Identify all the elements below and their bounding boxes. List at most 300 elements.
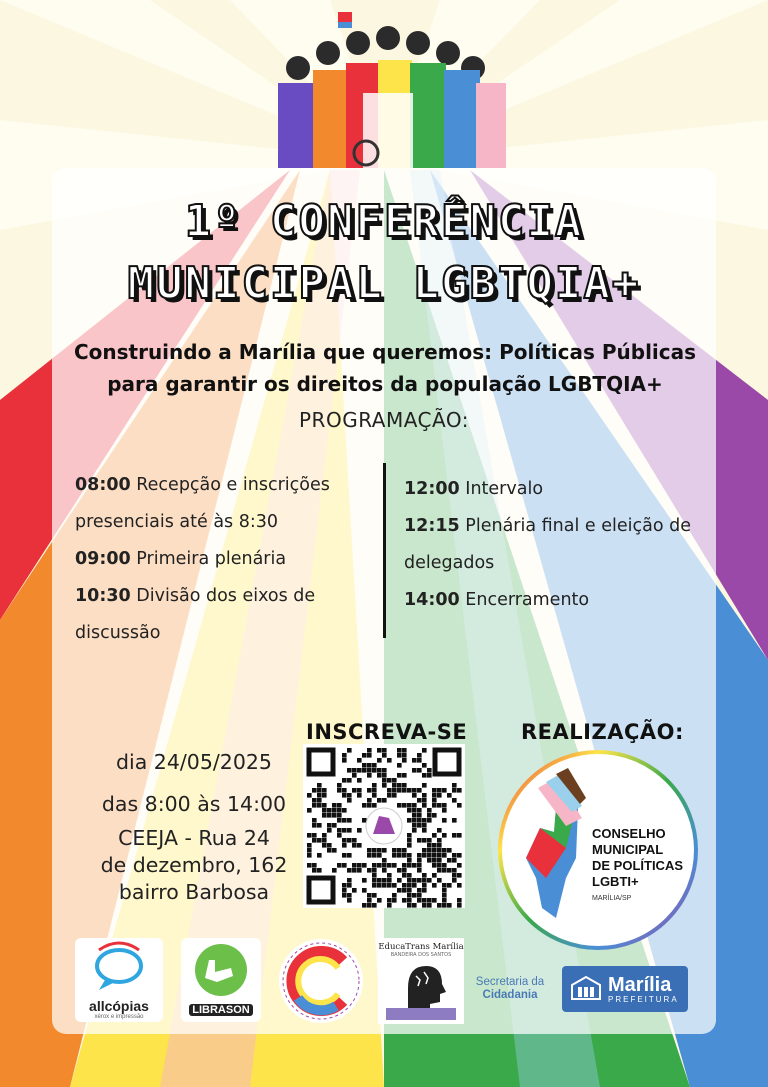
qr-module xyxy=(372,803,377,808)
event-place-line-2: de dezembro, 162 xyxy=(100,853,288,877)
hand-sign-icon xyxy=(181,938,261,998)
qr-module xyxy=(397,888,402,893)
qr-module xyxy=(402,898,407,903)
schedule-item xyxy=(404,471,714,508)
qr-module xyxy=(327,808,332,813)
qr-module xyxy=(427,878,432,883)
qr-module xyxy=(377,768,382,773)
qr-module xyxy=(342,758,347,763)
qr-module xyxy=(437,858,442,863)
qr-module xyxy=(457,803,462,808)
qr-module xyxy=(382,878,387,883)
subtitle-line-1: Construindo a Marília que queremos: Políticas Públicas xyxy=(73,340,697,364)
event-hours: das 8:00 às 14:00 xyxy=(101,792,287,816)
qr-module xyxy=(342,843,347,848)
qr-module xyxy=(337,813,342,818)
qr-module xyxy=(417,823,422,828)
qr-module xyxy=(347,828,352,833)
qr-module xyxy=(382,868,387,873)
qr-module xyxy=(437,868,442,873)
qr-module xyxy=(397,878,402,883)
qr-module xyxy=(427,898,432,903)
qr-module xyxy=(452,833,457,838)
allcopias-name: allcópias xyxy=(89,998,149,1014)
qr-module xyxy=(407,878,412,883)
qr-module xyxy=(347,838,352,843)
qr-module xyxy=(342,853,347,858)
qr-module xyxy=(442,803,447,808)
qr-module xyxy=(307,863,312,868)
qr-module xyxy=(367,798,372,803)
qr-module xyxy=(402,873,407,878)
qr-module xyxy=(452,798,457,803)
qr-module xyxy=(407,788,412,793)
registration-qr-code[interactable] xyxy=(303,744,465,908)
qr-module xyxy=(347,853,352,858)
qr-module xyxy=(417,813,422,818)
qr-module xyxy=(432,848,437,853)
qr-module xyxy=(362,818,367,823)
qr-module xyxy=(312,863,317,868)
qr-module xyxy=(317,803,322,808)
logo-line-1: CONSELHO xyxy=(592,826,666,841)
qr-module xyxy=(332,813,337,818)
qr-module xyxy=(372,893,377,898)
qr-module xyxy=(372,863,377,868)
qr-module xyxy=(387,898,392,903)
qr-module xyxy=(417,798,422,803)
qr-module xyxy=(407,853,412,858)
qr-module xyxy=(452,783,457,788)
qr-module xyxy=(437,903,442,908)
qr-module xyxy=(407,873,412,878)
qr-module xyxy=(332,803,337,808)
qr-module xyxy=(427,773,432,778)
title-line-1: 1º CONFERÊNCIA xyxy=(184,196,584,247)
qr-module xyxy=(322,803,327,808)
qr-module xyxy=(392,783,397,788)
qr-module xyxy=(422,773,427,778)
libras-label: LIBRASON xyxy=(189,1004,253,1016)
qr-module xyxy=(407,863,412,868)
qr-module xyxy=(382,753,387,758)
schedule-text: Primeira plenária xyxy=(136,549,287,569)
qr-module xyxy=(417,863,422,868)
qr-module xyxy=(347,883,352,888)
schedule-text-cont: delegados xyxy=(404,553,495,573)
qr-module xyxy=(372,853,377,858)
qr-module xyxy=(387,883,392,888)
qr-module xyxy=(317,798,322,803)
qr-module xyxy=(402,773,407,778)
qr-module xyxy=(402,883,407,888)
qr-module xyxy=(347,793,352,798)
qr-module xyxy=(367,753,372,758)
qr-module xyxy=(427,818,432,823)
qr-module xyxy=(347,818,352,823)
qr-module xyxy=(452,868,457,873)
qr-module xyxy=(417,788,422,793)
realizacao-heading: REALIZAÇÃO: xyxy=(521,720,684,744)
allcopias-tag: xérox e impressão xyxy=(94,1014,144,1020)
qr-module xyxy=(337,788,342,793)
qr-module xyxy=(402,748,407,753)
crowd-illustration xyxy=(258,8,512,168)
qr-module xyxy=(452,858,457,863)
qr-module xyxy=(342,753,347,758)
qr-module xyxy=(382,768,387,773)
qr-module xyxy=(437,878,442,883)
qr-module xyxy=(387,863,392,868)
qr-module xyxy=(382,863,387,868)
qr-module xyxy=(447,903,452,908)
qr-module xyxy=(342,818,347,823)
qr-module xyxy=(422,848,427,853)
city-crest-icon xyxy=(568,971,604,1007)
qr-module xyxy=(432,813,437,818)
qr-module xyxy=(367,773,372,778)
qr-module xyxy=(322,788,327,793)
qr-module xyxy=(327,848,332,853)
qr-module xyxy=(347,878,352,883)
coletivo-c-logo xyxy=(278,938,364,1024)
qr-module xyxy=(412,793,417,798)
qr-module xyxy=(407,843,412,848)
qr-module xyxy=(457,873,462,878)
schedule-time: 14:00 xyxy=(404,590,460,610)
qr-module xyxy=(387,788,392,793)
qr-module xyxy=(432,803,437,808)
qr-module xyxy=(397,773,402,778)
qr-module xyxy=(357,863,362,868)
qr-module xyxy=(457,833,462,838)
qr-module xyxy=(427,808,432,813)
qr-module xyxy=(432,883,437,888)
qr-module xyxy=(352,868,357,873)
qr-module xyxy=(427,813,432,818)
qr-module xyxy=(422,878,427,883)
qr-module xyxy=(447,883,452,888)
qr-module xyxy=(412,818,417,823)
qr-module xyxy=(417,768,422,773)
qr-module xyxy=(432,843,437,848)
event-place-line-1: CEEJA - Rua 24 xyxy=(118,826,270,850)
qr-module xyxy=(432,858,437,863)
qr-module xyxy=(387,778,392,783)
qr-module xyxy=(362,763,367,768)
qr-module xyxy=(437,828,442,833)
secretaria-cidadania xyxy=(471,976,549,1002)
qr-module xyxy=(357,868,362,873)
qr-module xyxy=(417,878,422,883)
qr-module xyxy=(452,878,457,883)
qr-module xyxy=(312,818,317,823)
qr-module xyxy=(357,778,362,783)
qr-module xyxy=(457,863,462,868)
qr-module xyxy=(442,788,447,793)
qr-module xyxy=(307,853,312,858)
schedule-text: Recepção e inscrições xyxy=(136,475,330,495)
qr-module xyxy=(402,848,407,853)
qr-module xyxy=(397,803,402,808)
qr-module xyxy=(427,838,432,843)
schedule-time: 12:15 xyxy=(404,516,460,536)
qr-module xyxy=(442,818,447,823)
qr-module xyxy=(387,878,392,883)
qr-module xyxy=(412,808,417,813)
qr-module xyxy=(367,893,372,898)
qr-module xyxy=(412,903,417,908)
qr-module xyxy=(392,893,397,898)
qr-module xyxy=(442,883,447,888)
qr-module xyxy=(367,768,372,773)
qr-module xyxy=(402,788,407,793)
schedule-text-cont: discussão xyxy=(75,623,161,643)
qr-module xyxy=(442,863,447,868)
qr-module xyxy=(412,828,417,833)
schedule-left xyxy=(75,467,375,652)
qr-module xyxy=(447,793,452,798)
qr-module xyxy=(307,793,312,798)
qr-module xyxy=(447,858,452,863)
qr-module xyxy=(377,773,382,778)
qr-module xyxy=(372,873,377,878)
qr-module xyxy=(342,883,347,888)
qr-module xyxy=(437,788,442,793)
qr-module xyxy=(347,868,352,873)
qr-module xyxy=(407,883,412,888)
chat-bubble-icon xyxy=(75,938,163,994)
qr-module xyxy=(417,868,422,873)
qr-module xyxy=(347,768,352,773)
schedule-divider xyxy=(383,463,386,638)
logo-line-4: LGBTI+ xyxy=(592,874,639,889)
qr-module xyxy=(387,758,392,763)
qr-module xyxy=(352,773,357,778)
qr-module xyxy=(327,828,332,833)
inscreva-heading: INSCREVA-SE xyxy=(306,720,468,744)
qr-module xyxy=(337,833,342,838)
qr-module xyxy=(422,873,427,878)
qr-module xyxy=(377,748,382,753)
qr-module xyxy=(417,838,422,843)
qr-module xyxy=(377,863,382,868)
qr-module xyxy=(422,828,427,833)
qr-module xyxy=(312,788,317,793)
qr-module xyxy=(332,823,337,828)
qr-module xyxy=(397,753,402,758)
qr-module xyxy=(442,888,447,893)
qr-module xyxy=(342,888,347,893)
qr-module xyxy=(337,863,342,868)
qr-module xyxy=(407,838,412,843)
qr-module xyxy=(392,788,397,793)
qr-module xyxy=(392,853,397,858)
title-line-2: MUNICIPAL LGBTQIA+ xyxy=(127,258,641,309)
qr-module xyxy=(442,833,447,838)
qr-module xyxy=(377,758,382,763)
qr-module xyxy=(307,808,312,813)
qr-module xyxy=(367,803,372,808)
qr-module xyxy=(357,828,362,833)
qr-module xyxy=(407,808,412,813)
qr-module xyxy=(347,748,352,753)
schedule-time: 12:00 xyxy=(404,479,460,499)
qr-module xyxy=(392,778,397,783)
schedule-text: Divisão dos eixos de xyxy=(136,586,316,606)
qr-module xyxy=(412,803,417,808)
qr-module xyxy=(382,748,387,753)
educatrans-name: EducaTrans Marília xyxy=(378,942,464,952)
qr-module xyxy=(382,783,387,788)
logo-line-2: MUNICIPAL xyxy=(592,842,664,857)
qr-module xyxy=(322,833,327,838)
qr-module xyxy=(362,803,367,808)
qr-module xyxy=(417,898,422,903)
qr-module xyxy=(317,868,322,873)
schedule-item xyxy=(404,582,714,619)
qr-module xyxy=(422,793,427,798)
qr-module xyxy=(382,848,387,853)
qr-module xyxy=(342,828,347,833)
qr-module xyxy=(457,883,462,888)
qr-module xyxy=(362,768,367,773)
educatrans-sub: BANDEIRA DOS SANTOS xyxy=(390,952,452,958)
qr-module xyxy=(412,823,417,828)
qr-module xyxy=(372,763,377,768)
qr-module xyxy=(357,843,362,848)
qr-module xyxy=(397,848,402,853)
qr-module xyxy=(422,803,427,808)
qr-module xyxy=(427,768,432,773)
schedule-item xyxy=(75,541,375,578)
qr-module xyxy=(417,893,422,898)
qr-module xyxy=(407,888,412,893)
qr-module xyxy=(327,823,332,828)
qr-module xyxy=(442,848,447,853)
qr-module xyxy=(422,853,427,858)
qr-module xyxy=(387,903,392,908)
event-date: dia 24/05/2025 xyxy=(116,750,272,774)
qr-module xyxy=(432,853,437,858)
qr-module xyxy=(372,783,377,788)
qr-module xyxy=(307,833,312,838)
qr-module xyxy=(377,898,382,903)
qr-module xyxy=(397,868,402,873)
educatrans-logo xyxy=(378,938,464,1024)
qr-module xyxy=(362,903,367,908)
qr-module xyxy=(407,833,412,838)
qr-module xyxy=(407,898,412,903)
qr-module xyxy=(432,863,437,868)
qr-module xyxy=(447,848,452,853)
qr-module xyxy=(452,818,457,823)
schedule-text: Intervalo xyxy=(465,479,544,499)
qr-module xyxy=(422,883,427,888)
qr-module xyxy=(397,763,402,768)
qr-module xyxy=(377,848,382,853)
qr-module xyxy=(442,808,447,813)
qr-module xyxy=(352,863,357,868)
subtitle xyxy=(60,336,710,400)
schedule-time: 10:30 xyxy=(75,586,131,606)
qr-module xyxy=(312,803,317,808)
qr-module xyxy=(417,858,422,863)
qr-module xyxy=(432,793,437,798)
qr-module xyxy=(417,818,422,823)
schedule-text-cont: presenciais até às 8:30 xyxy=(75,512,279,532)
qr-module xyxy=(307,843,312,848)
qr-module xyxy=(437,843,442,848)
qr-module xyxy=(437,848,442,853)
qr-module xyxy=(372,868,377,873)
prefeitura-marilia-logo xyxy=(562,966,688,1012)
qr-module xyxy=(422,783,427,788)
qr-module xyxy=(322,808,327,813)
qr-module xyxy=(352,788,357,793)
qr-module xyxy=(387,793,392,798)
qr-module xyxy=(367,898,372,903)
qr-module xyxy=(432,798,437,803)
qr-module xyxy=(457,788,462,793)
qr-module xyxy=(417,888,422,893)
programacao-heading: PROGRAMAÇÃO: xyxy=(299,408,469,432)
qr-module xyxy=(412,878,417,883)
qr-module xyxy=(372,768,377,773)
logo-line-3: DE POLÍTICAS xyxy=(592,858,684,873)
qr-module xyxy=(372,883,377,888)
qr-module xyxy=(382,883,387,888)
qr-module xyxy=(327,843,332,848)
qr-module xyxy=(347,778,352,783)
qr-module xyxy=(382,778,387,783)
qr-module xyxy=(407,893,412,898)
qr-module xyxy=(422,888,427,893)
schedule-item xyxy=(404,508,714,545)
qr-module xyxy=(377,883,382,888)
qr-module xyxy=(452,788,457,793)
qr-module xyxy=(402,888,407,893)
qr-module xyxy=(362,753,367,758)
qr-module xyxy=(342,808,347,813)
qr-module xyxy=(352,888,357,893)
qr-module xyxy=(387,873,392,878)
qr-module xyxy=(322,838,327,843)
qr-module xyxy=(397,853,402,858)
qr-module xyxy=(427,848,432,853)
qr-module xyxy=(347,798,352,803)
qr-module xyxy=(422,763,427,768)
qr-module xyxy=(367,848,372,853)
schedule-item xyxy=(75,578,375,615)
qr-module xyxy=(357,768,362,773)
qr-module xyxy=(457,853,462,858)
prefeitura-sub: PREFEITURA xyxy=(608,994,679,1004)
qr-module xyxy=(312,823,317,828)
head-profile-icon xyxy=(378,958,464,1020)
qr-module xyxy=(317,793,322,798)
qr-module xyxy=(377,853,382,858)
qr-module xyxy=(402,758,407,763)
qr-module xyxy=(372,878,377,883)
qr-module xyxy=(382,798,387,803)
qr-module xyxy=(347,898,352,903)
qr-module xyxy=(422,818,427,823)
qr-module xyxy=(402,863,407,868)
qr-module xyxy=(432,833,437,838)
qr-module xyxy=(322,843,327,848)
qr-module xyxy=(397,788,402,793)
